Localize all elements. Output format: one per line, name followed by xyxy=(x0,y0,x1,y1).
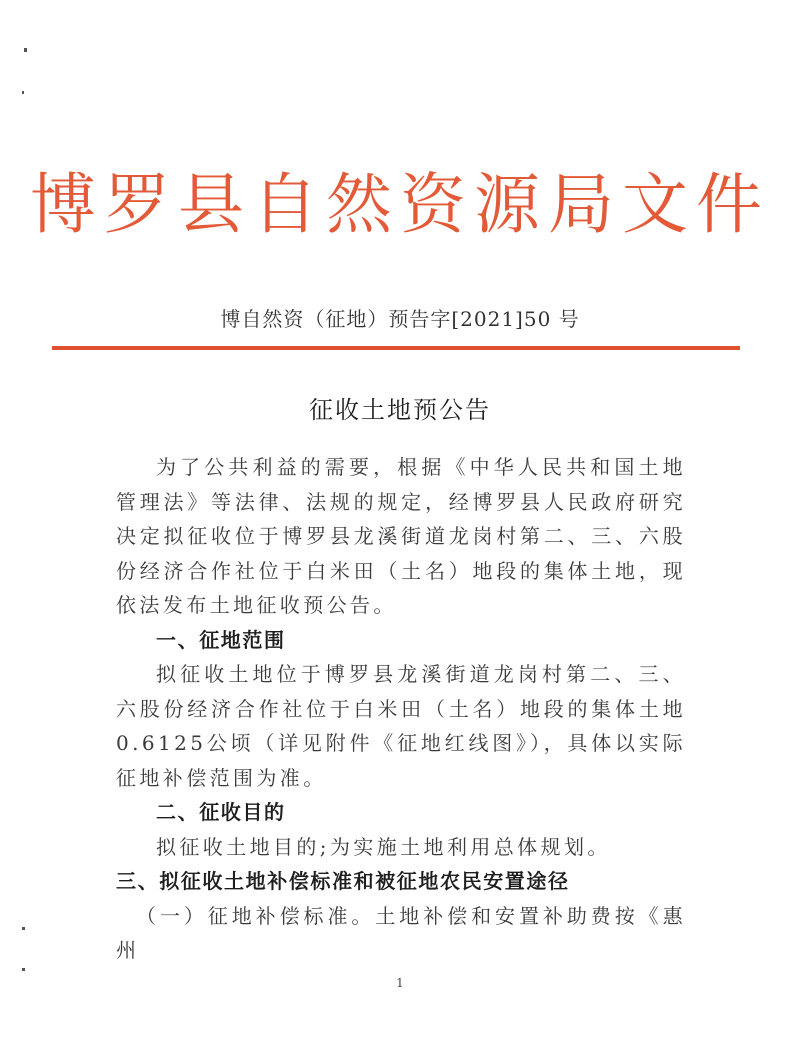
red-divider-rule xyxy=(52,346,740,350)
document-issuer-header: 博罗县自然资源局文件 xyxy=(30,166,770,243)
scan-artifact-mark xyxy=(22,91,24,94)
purpose-paragraph: 拟征收土地目的;为实施土地利用总体规划。 xyxy=(156,834,611,859)
intro-paragraph: 为了公共利益的需要，根据《中华人民共和国土地管理法》等法律、法规的规定，经博罗县人民政府研究决定拟征收位于博罗县龙溪街道龙岗村第二、三、六股份经济合作社位于白米田（土名）地段的集体土地，现依法发布土地征收预公告。 xyxy=(116,455,686,617)
scan-artifact-mark xyxy=(22,927,25,930)
scan-artifact-mark xyxy=(22,968,25,971)
section-heading-purpose: 二、征收目的 xyxy=(156,800,286,824)
section-heading-compensation: 三、拟征收土地补偿标准和被征地农民安置途径 xyxy=(116,869,570,893)
section-heading-scope: 一、征地范围 xyxy=(156,627,286,652)
scan-artifact-mark xyxy=(24,48,27,52)
notice-title: 征收土地预公告 xyxy=(309,396,491,424)
page-number: 1 xyxy=(396,976,404,990)
scope-paragraph: 拟征收土地位于博罗县龙溪街道龙岗村第二、三、六股份经济合作社位于白米田（土名）地段的集体土地0.6125公顷（详见附件《征地红线图》），具体以实际征地补偿范围为准。 xyxy=(116,662,686,790)
document-body xyxy=(116,450,686,968)
compensation-paragraph: （一）征地补偿标准。土地补偿和安置补助费按《惠州 xyxy=(116,903,686,962)
document-number: 博自然资（征地）预告字[2021]50 号 xyxy=(220,307,580,331)
